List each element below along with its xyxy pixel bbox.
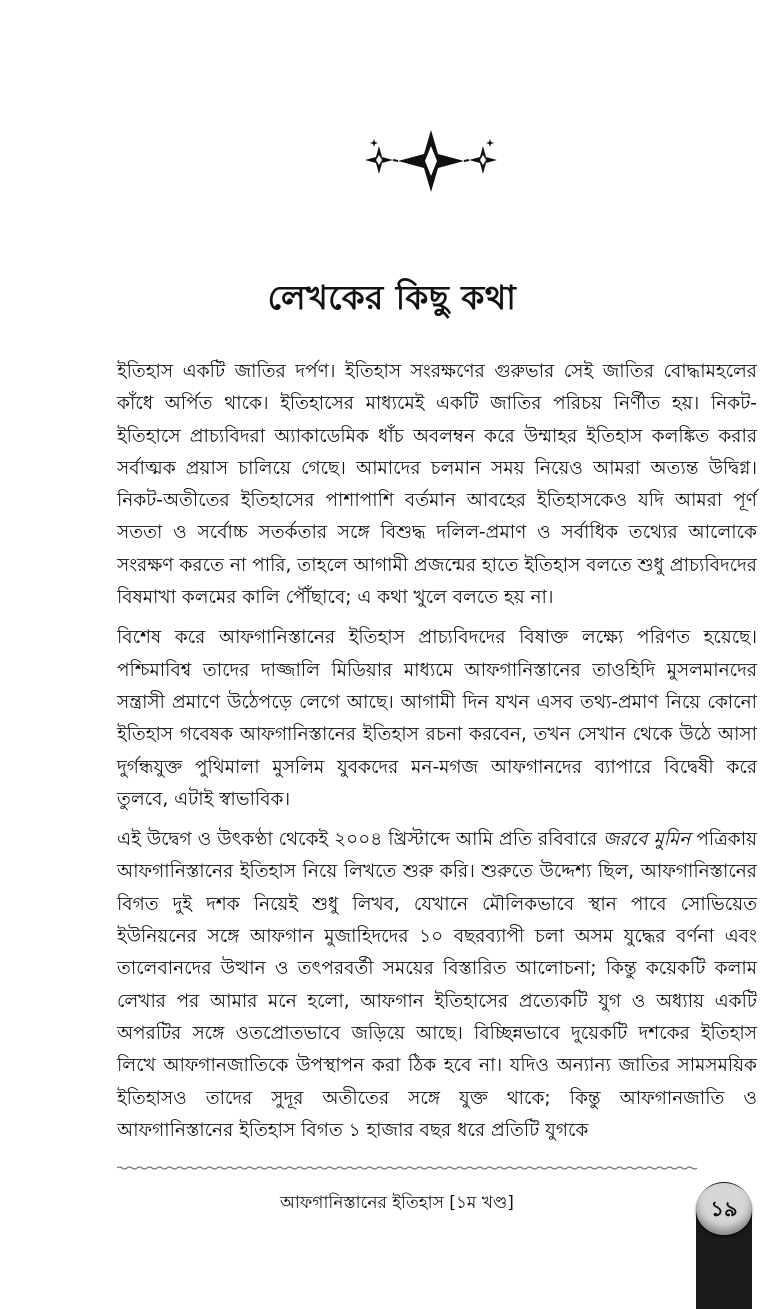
body-text bbox=[117, 356, 757, 1155]
chapter-title: লেখকের কিছু কথা bbox=[267, 278, 517, 317]
paragraph-3-text-after: পত্রিকায় আফগানিস্তানের ইতিহাস নিয়ে লিখতে শুরু করি। শুরুতে উদ্দেশ্য ছিল, আফগানিস্তানের বিগত দুই দশক নিয়েই শুধু লিখব, যেখানে মৌলিকভাবে স্থান পাবে সোভিয়েত ইউনিয়নের সঙ্গে আফগান মুজাহিদদের ১০ বছরব্যাপী চলা অসম যুদ্ধের বর্ণনা এবং তালেবানদের উত্থান ও তৎপরবর্তী সময়ের বিস্তারিত আলোচনা; কিন্তু কয়েকটি কলাম লেখার পর আমার মনে হলো, আফগান ইতিহাসের প্রত্যেকটি যুগ ও অধ্যায় একটি অপরটির সঙ্গে ওতপ্রোতভাবে জড়িয়ে আছে। বিচ্ছিন্নভাবে দুয়েকটি দশকের ইতিহাস লিখে আফগানজাতিকে উপস্থাপন করা ঠিক হবে না। যদিও অন্যান্য জাতির সামসময়িক ইতিহাসও তাদের সুদূর অতীতের সঙ্গে যুক্ত থাকে; কিন্তু আফগানজাতি ও আফগানিস্তানের ইতিহাস বিগত ১ হাজার বছর ধরে প্রতিটি যুগকে bbox=[117, 829, 758, 1141]
newspaper-name-emphasis: জরবে মুমিন bbox=[603, 829, 691, 851]
running-head: আফগানিস্তানের ইতিহাস [১ম খণ্ড] bbox=[280, 1193, 514, 1213]
paragraph-3 bbox=[117, 824, 757, 1147]
paragraph-2: বিশেষ করে আফগানিস্তানের ইতিহাস প্রাচ্যবিদদের বিষাক্ত লক্ষ্যে পরিণত হয়েছে। পশ্চিমাবিশ্ব তাদের দাজ্জালি মিডিয়ার মাধ্যমে আফগানিস্তানের তাওহিদি মুসলমানদের সন্ত্রাসী প্রমাণে উঠেপড়ে লেগে আছে। আগামী দিন যখন এসব তথ্য-প্রমাণ নিয়ে কোনো ইতিহাস গবেষক আফগানিস্তানের ইতিহাস রচনা করবেন, তখন সেখান থেকে উঠে আসা দুর্গন্ধযুক্ত পুথিমালা মুসলিম যুবকদের মন-মগজ আফগানদের ব্যাপারে বিদ্বেষী করে তুলবে, এটাই স্বাভাবিক। bbox=[117, 627, 757, 810]
star-diamond-ornament-icon bbox=[360, 128, 502, 194]
paragraph-3-text-before: এই উদ্বেগ ও উৎকণ্ঠা থেকেই ২০০৪ খ্রিস্টাব্দে আমি প্রতি রবিবারে bbox=[117, 829, 604, 851]
page-number: ১৯ bbox=[696, 1183, 752, 1235]
paragraph-1: ইতিহাস একটি জাতির দর্পণ। ইতিহাস সংরক্ষণের গুরুভার সেই জাতির বোদ্ধামহলের কাঁধে অর্পিত থাকে। ইতিহাসের মাধ্যমেই একটি জাতির পরিচয় নির্ণীত হয়। নিকট-ইতিহাসে প্রাচ্যবিদরা অ্যাকাডেমিক ধাঁচ অবলম্বন করে উম্মাহর ইতিহাস কলঙ্কিত করার সর্বাত্মক প্রয়াস চালিয়ে গেছে। আমাদের চলমান সময় নিয়েও আমরা অত্যন্ত উদ্বিগ্ন। নিকট-অতীতের ইতিহাসের পাশাপাশি বর্তমান আবহের ইতিহাসকেও যদি আমরা পূর্ণ সততা ও সর্বোচ্চ সতর্কতার সঙ্গে বিশুদ্ধ দলিল-প্রমাণ ও সর্বাধিক তথ্যের আলোকে সংরক্ষণ করতে না পারি, তাহলে আগামী প্রজন্মের হাতে ইতিহাস বলতে শুধু প্রাচ্যবিদদের বিষমাখা কলমের কালি পৌঁছাবে; এ কথা খুলে বলতে হয় না। bbox=[117, 361, 757, 609]
footer-wavy-rule bbox=[117, 1166, 697, 1170]
